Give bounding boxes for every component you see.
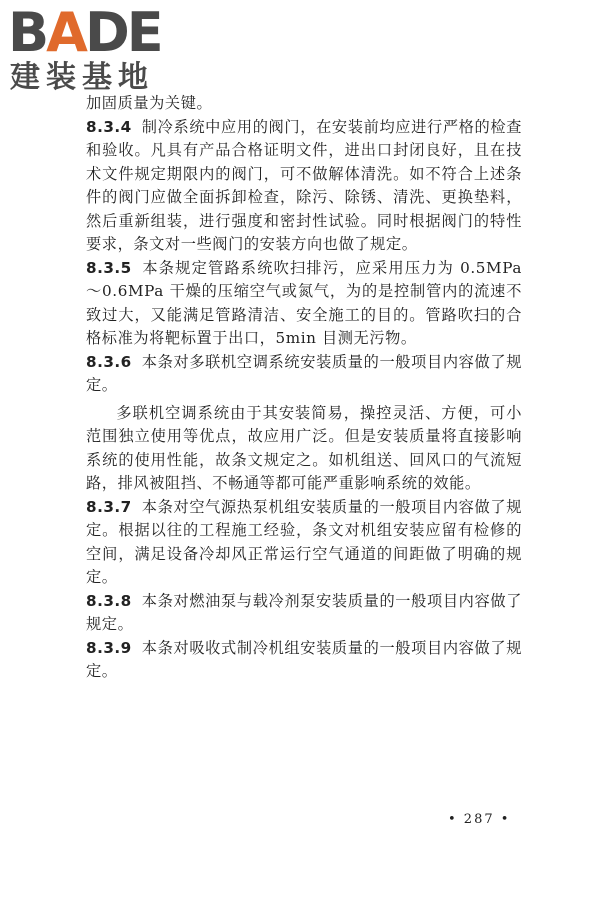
clause-number: 8.3.5 (86, 258, 132, 277)
paragraph-continuation (86, 92, 522, 116)
clause-number: 8.3.4 (86, 117, 132, 136)
clause-8-3-5 (86, 257, 522, 351)
logo-subtitle: 建装基地 (10, 60, 154, 95)
clause-number: 8.3.9 (86, 638, 132, 657)
paragraph-text: 制冷系统中应用的阀门，在安装前均应进行严格的检查和验收。凡具有产品合格证明文件，进出口封闭良好，且在技术文件规定期限内的阀门，可不做解体清洗。如不符合上述条件的阀门应做全面拆卸检查，除污、除锈、清洗、更换垫料，然后重新组装，进行强度和密封性试验。同时根据阀门的特性要求，条文对一些阀门的安装方向也做了规定。 (86, 117, 522, 253)
paragraph-text: 本条对多联机空调系统安装质量的一般项目内容做了规定。 (86, 352, 522, 394)
logo-letter-b: B (8, 1, 47, 64)
paragraph-text: 多联机空调系统由于其安装简易，操控灵活、方便，可小范围独立使用等优点，故应用广泛。但是安装质量将直接影响系统的使用性能，故条文规定之。如机组送、回风口的气流短路，排风被阻挡、不畅通等都可能严重影响系统的效能。 (86, 403, 522, 492)
paragraph-text: 本条对吸收式制冷机组安装质量的一般项目内容做了规定。 (86, 638, 522, 680)
paragraph-indented (86, 402, 522, 496)
paragraph-text: 本条对燃油泵与载冷剂泵安装质量的一般项目内容做了规定。 (86, 591, 522, 633)
clause-8-3-4 (86, 116, 522, 257)
paragraph-text: 本条规定管路系统吹扫排污，应采用压力为 0.5MPa～0.6MPa 干燥的压缩空气或氮气，为的是控制管内的流速不致过大，又能满足管路清洁、安全施工的目的。管路吹扫的合格标准为将靶标置于出口，5min 目测无污物。 (86, 258, 522, 347)
clause-8-3-8 (86, 590, 522, 637)
logo-letters-de: DE (84, 1, 161, 64)
clause-number: 8.3.6 (86, 352, 132, 371)
logo-letter-a: A (46, 1, 85, 64)
document-body (86, 92, 522, 684)
brand-logo (8, 2, 178, 97)
clause-number: 8.3.7 (86, 497, 132, 516)
logo-wordmark (8, 2, 161, 64)
clause-number: 8.3.8 (86, 591, 132, 610)
paragraph-text: 本条对空气源热泵机组安装质量的一般项目内容做了规定。根据以往的工程施工经验，条文对机组安装应留有检修的空间，满足设备冷却风正常运行空气通道的间距做了明确的规定。 (86, 497, 522, 586)
clause-8-3-6 (86, 351, 522, 398)
clause-8-3-9 (86, 637, 522, 684)
clause-8-3-7 (86, 496, 522, 590)
paragraph-text: 加固质量为关键。 (86, 94, 213, 112)
page-number: • 287 • (448, 812, 511, 827)
